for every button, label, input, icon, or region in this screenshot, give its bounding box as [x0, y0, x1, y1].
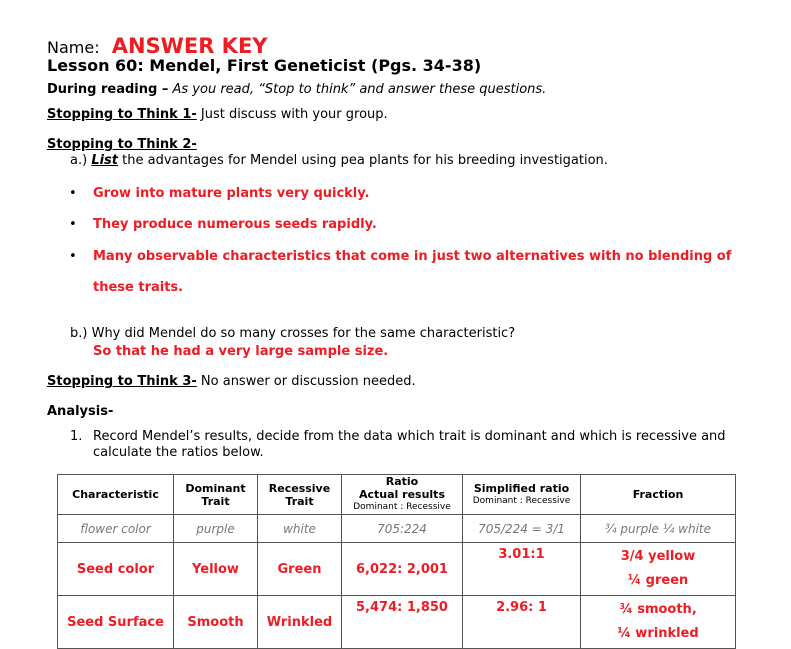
answer-bullet-3-cont: these traits.	[93, 280, 184, 295]
name-label: Name:	[47, 38, 100, 57]
stop3-text: No answer or discussion needed.	[196, 374, 416, 389]
cell-recessive: Green	[258, 543, 342, 596]
cell-ratio: 5,474: 1,850	[342, 596, 463, 649]
cell-dominant: purple	[174, 515, 258, 543]
answer-bullet-2: They produce numerous seeds rapidly.	[93, 217, 377, 232]
cell-characteristic: Seed color	[58, 543, 174, 596]
stop1-text: Just discuss with your group.	[196, 107, 388, 122]
stop3-line	[47, 374, 416, 389]
bullet-icon: •	[69, 249, 77, 264]
answer-b: So that he had a very large sample size.	[93, 344, 389, 359]
lesson-title: Lesson 60: Mendel, First Geneticist (Pgs. 34-38)	[47, 56, 482, 75]
cell-fraction: 3/4 yellow ¼ green	[581, 543, 736, 596]
analysis-instructions-line1: Record Mendel’s results, decide from the data which trait is dominant and which is recessive and	[93, 429, 726, 444]
analysis-instructions-line2: calculate the ratios below.	[93, 445, 264, 460]
table-row	[58, 543, 736, 596]
cell-dominant: Smooth	[174, 596, 258, 649]
cell-fraction: ¾ purple ¼ white	[581, 515, 736, 543]
cell-fraction: ¾ smooth, ¼ wrinkled	[581, 596, 736, 649]
analysis-label: Analysis-	[47, 404, 114, 419]
during-reading-line	[47, 82, 546, 97]
question-b: b.) Why did Mendel do so many crosses for the same characteristic?	[70, 326, 516, 341]
question-a-prefix: a.)	[70, 153, 92, 168]
cell-characteristic: Seed Surface	[58, 596, 174, 649]
cell-characteristic: flower color	[58, 515, 174, 543]
bullet-icon: •	[69, 186, 77, 201]
table-row	[58, 596, 736, 649]
stop3-label: Stopping to Think 3-	[47, 374, 197, 389]
header-ratio: Ratio Actual results Dominant : Recessive	[342, 475, 463, 515]
question-a-text: the advantages for Mendel using pea plants for his breeding investigation.	[118, 153, 608, 168]
stop1-line	[47, 107, 388, 122]
header-recessive: Recessive Trait	[258, 475, 342, 515]
analysis-item-number: 1.	[70, 429, 83, 444]
answer-key-title: ANSWER KEY	[111, 34, 268, 58]
header-simplified: Simplified ratio Dominant : Recessive	[463, 475, 581, 515]
name-line	[47, 34, 268, 58]
during-reading-label: During reading –	[47, 82, 169, 97]
cell-simplified: 705/224 = 3/1	[463, 515, 581, 543]
cell-simplified: 2.96: 1	[463, 596, 581, 649]
during-reading-text: As you read, “Stop to think” and answer these questions.	[172, 82, 547, 97]
table-row-example	[58, 515, 736, 543]
stop1-label: Stopping to Think 1-	[47, 107, 197, 122]
cell-simplified: 3.01:1	[463, 543, 581, 596]
header-dominant: Dominant Trait	[174, 475, 258, 515]
stop2-label: Stopping to Think 2-	[47, 137, 197, 152]
cell-ratio: 705:224	[342, 515, 463, 543]
table-header-row	[58, 475, 736, 515]
cell-recessive: Wrinkled	[258, 596, 342, 649]
answer-bullet-3: Many observable characteristics that come in just two alternatives with no blending of	[93, 249, 732, 264]
cell-ratio: 6,022: 2,001	[342, 543, 463, 596]
header-characteristic: Characteristic	[58, 475, 174, 515]
header-fraction: Fraction	[581, 475, 736, 515]
cell-dominant: Yellow	[174, 543, 258, 596]
list-keyword: List	[91, 153, 119, 168]
bullet-icon: •	[69, 217, 77, 232]
answer-bullet-1: Grow into mature plants very quickly.	[93, 186, 370, 201]
cell-recessive: white	[258, 515, 342, 543]
question-a	[70, 153, 608, 168]
mendel-results-table	[57, 474, 736, 649]
